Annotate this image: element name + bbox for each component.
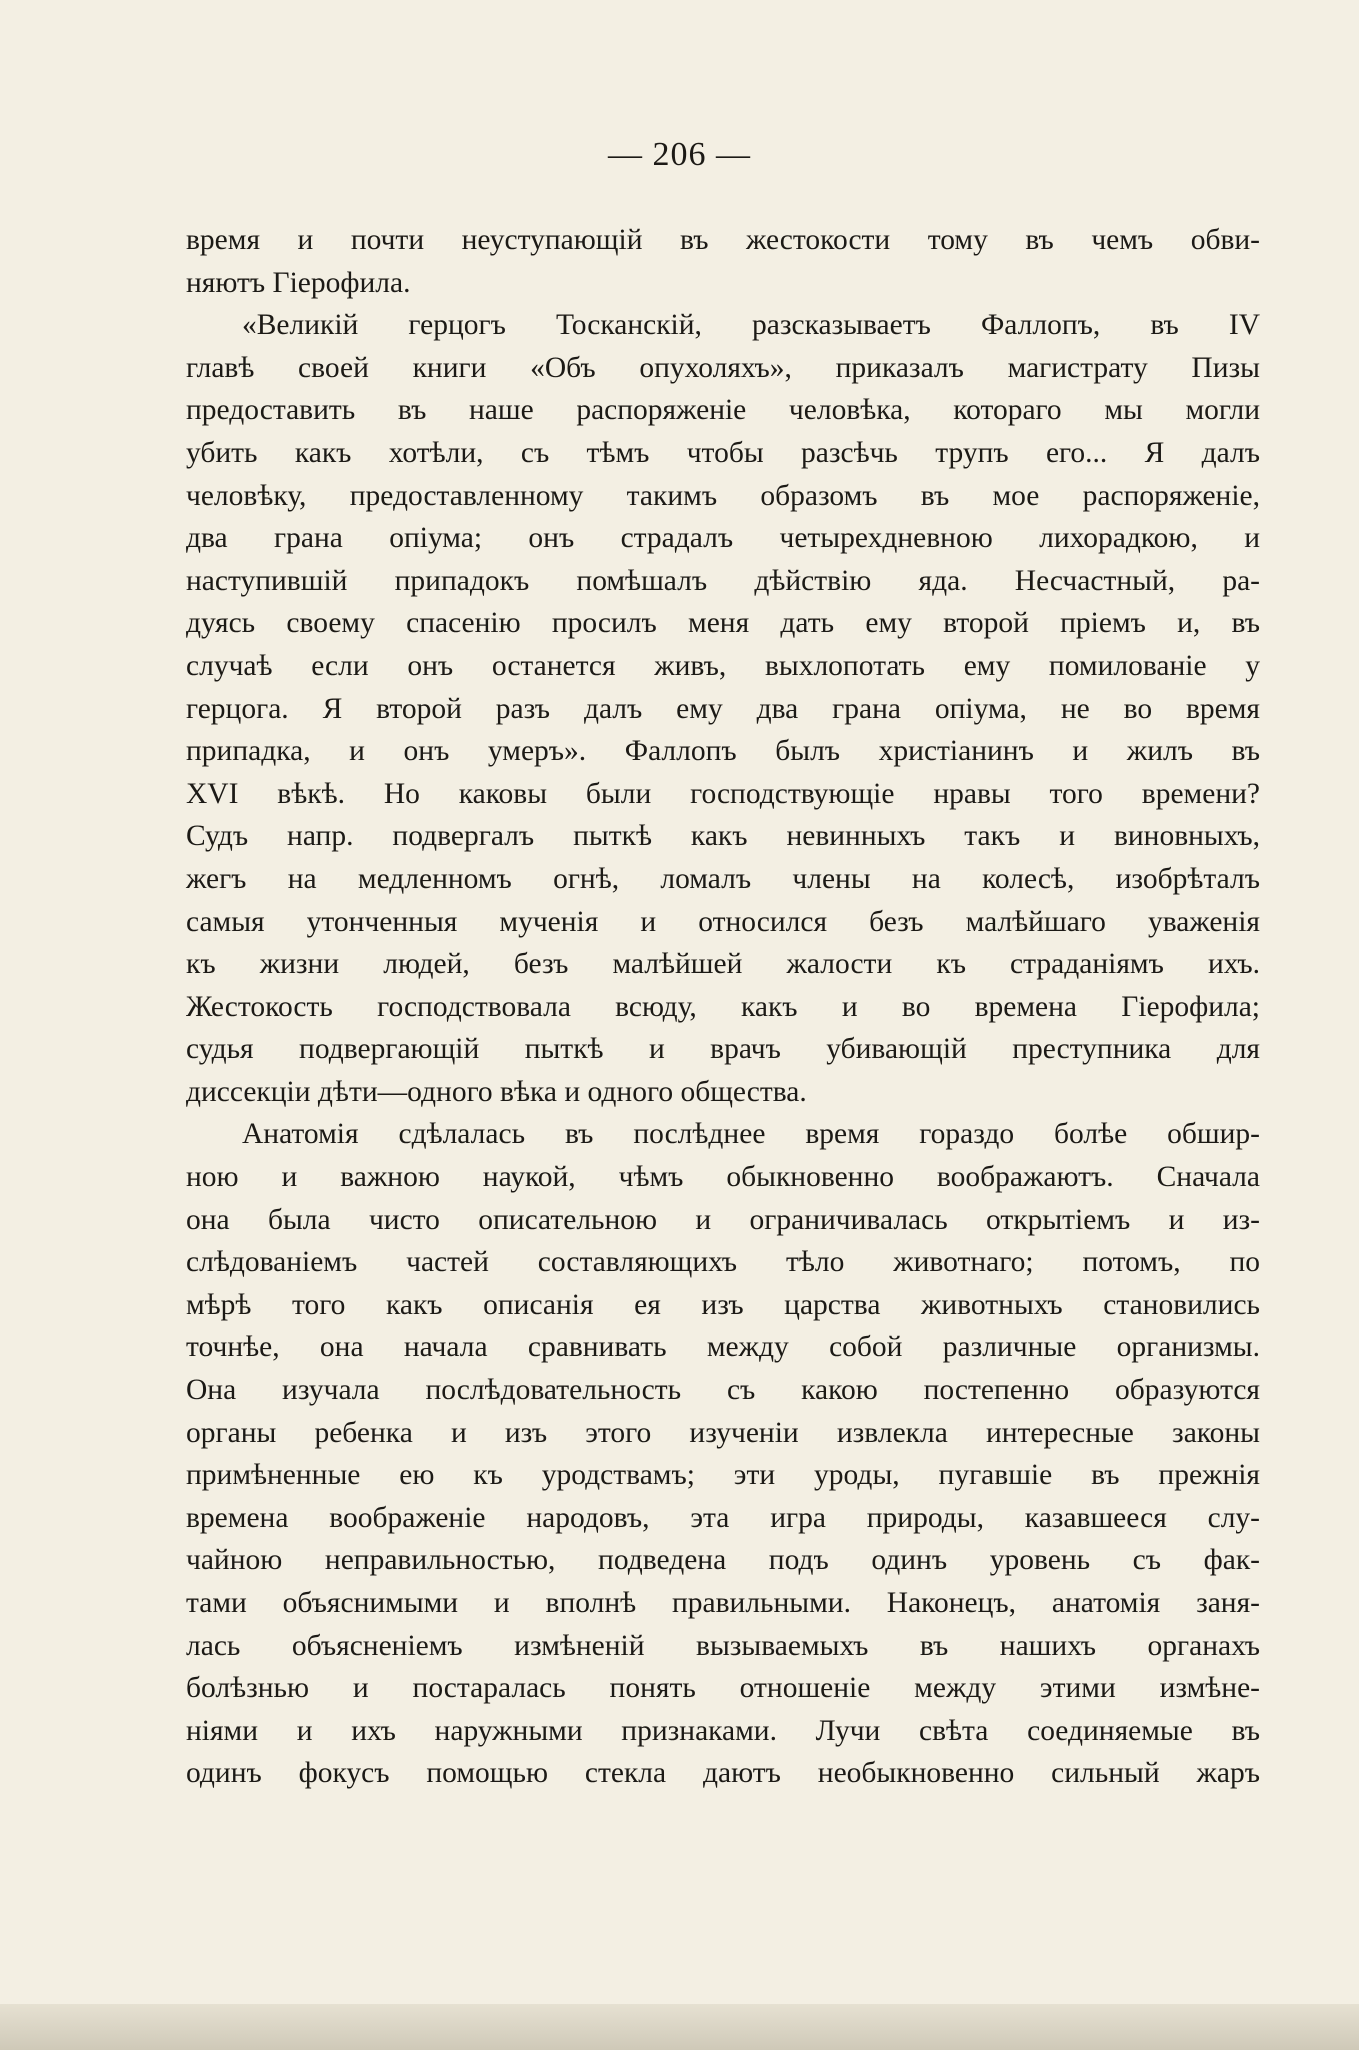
text-line: судья подвергающій пыткѣ и врачъ убивающій преступника для bbox=[186, 1033, 1260, 1066]
text-line: одинъ фокусъ помощью стекла даютъ необыкновенно сильный жаръ bbox=[186, 1757, 1260, 1790]
text-line: примѣненные ею къ уродствамъ; эти уроды, пугавшіе въ прежнія bbox=[186, 1459, 1260, 1492]
page-number: — 206 — bbox=[608, 136, 751, 173]
text-line: Она изучала послѣдовательность съ какою постепенно образуются bbox=[186, 1374, 1260, 1407]
text-line: лась объясненіемъ измѣненій вызываемыхъ въ нашихъ органахъ bbox=[186, 1629, 1260, 1662]
text-line: жегъ на медленномъ огнѣ, ломалъ члены на колесѣ, изобрѣталъ bbox=[186, 862, 1260, 895]
text-line: органы ребенка и изъ этого изученіи извлекла интересные законы bbox=[186, 1416, 1260, 1449]
text-line: XVI вѣкѣ. Но каковы были господствующіе нравы того времени? bbox=[186, 777, 1260, 810]
text-line: дуясь своему спасенію просилъ меня дать ему второй пріемъ и, въ bbox=[186, 607, 1260, 640]
text-line: тами объяснимыми и вполнѣ правильными. Наконецъ, анатомія заня- bbox=[186, 1587, 1260, 1619]
text-line: человѣку, предоставленному такимъ образомъ въ мое распоряженіе, bbox=[186, 479, 1260, 512]
text-line: предоставить въ наше распоряженіе человѣка, котораго мы могли bbox=[186, 394, 1260, 427]
text-line: наступившій припадокъ помѣшалъ дѣйствію яда. Несчастный, ра- bbox=[186, 564, 1260, 597]
text-line: она была чисто описательною и ограничивалась открытіемъ и из- bbox=[186, 1203, 1260, 1236]
text-line: Анатомія сдѣлалась въ послѣднее время гораздо болѣе обшир- bbox=[242, 1118, 1260, 1151]
text-line: къ жизни людей, безъ малѣйшей жалости къ страданіямъ ихъ. bbox=[186, 948, 1260, 981]
text-line: герцога. Я второй разъ далъ ему два грана опіума, не во время bbox=[186, 692, 1260, 725]
body-text bbox=[186, 219, 1260, 1795]
text-line: точнѣе, она начала сравнивать между собой различные организмы. bbox=[186, 1331, 1260, 1364]
text-line: Жестокость господствовала всюду, какъ и во времена Гіерофила; bbox=[186, 990, 1260, 1023]
text-line: самыя утонченныя мученія и относился безъ малѣйшаго уваженія bbox=[186, 905, 1260, 938]
text-line: няютъ Гіерофила. bbox=[186, 266, 411, 299]
text-line: время и почти неуступающій въ жестокости тому въ чемъ обви- bbox=[186, 224, 1260, 256]
text-line: Судъ напр. подвергалъ пыткѣ какъ невинныхъ такъ и виновныхъ, bbox=[186, 820, 1260, 853]
text-line: чайною неправильностью, подведена подъ одинъ уровень съ фак- bbox=[186, 1544, 1260, 1577]
text-line: ніями и ихъ наружными признаками. Лучи свѣта соединяемые въ bbox=[186, 1714, 1260, 1747]
text-line: слѣдованіемъ частей составляющихъ тѣло животнаго; потомъ, по bbox=[186, 1246, 1260, 1279]
text-line: убить какъ хотѣли, съ тѣмъ чтобы разсѣчь трупъ его... Я далъ bbox=[186, 436, 1260, 469]
text-line: ною и важною наукой, чѣмъ обыкновенно воображаютъ. Сначала bbox=[186, 1161, 1260, 1194]
text-line: «Великій герцогъ Тосканскій, разсказываетъ Фаллопъ, въ IV bbox=[242, 309, 1260, 342]
text-line: диссекціи дѣти—одного вѣка и одного общества. bbox=[186, 1075, 807, 1108]
text-line: случаѣ если онъ останется живъ, выхлопотать ему помилованіе у bbox=[186, 649, 1260, 682]
text-line: главѣ своей книги «Объ опухоляхъ», приказалъ магистрату Пизы bbox=[186, 351, 1260, 384]
text-line: два грана опіума; онъ страдалъ четырехдневною лихорадкою, и bbox=[186, 522, 1260, 555]
text-line: времена воображеніе народовъ, эта игра природы, казавшееся слу- bbox=[186, 1501, 1260, 1534]
text-line: припадка, и онъ умеръ». Фаллопъ былъ христіанинъ и жилъ въ bbox=[186, 735, 1260, 768]
text-line: мѣрѣ того какъ описанія ея изъ царства животныхъ становились bbox=[186, 1288, 1260, 1321]
text-line: болѣзнью и постаралась понять отношеніе между этими измѣне- bbox=[186, 1672, 1260, 1705]
